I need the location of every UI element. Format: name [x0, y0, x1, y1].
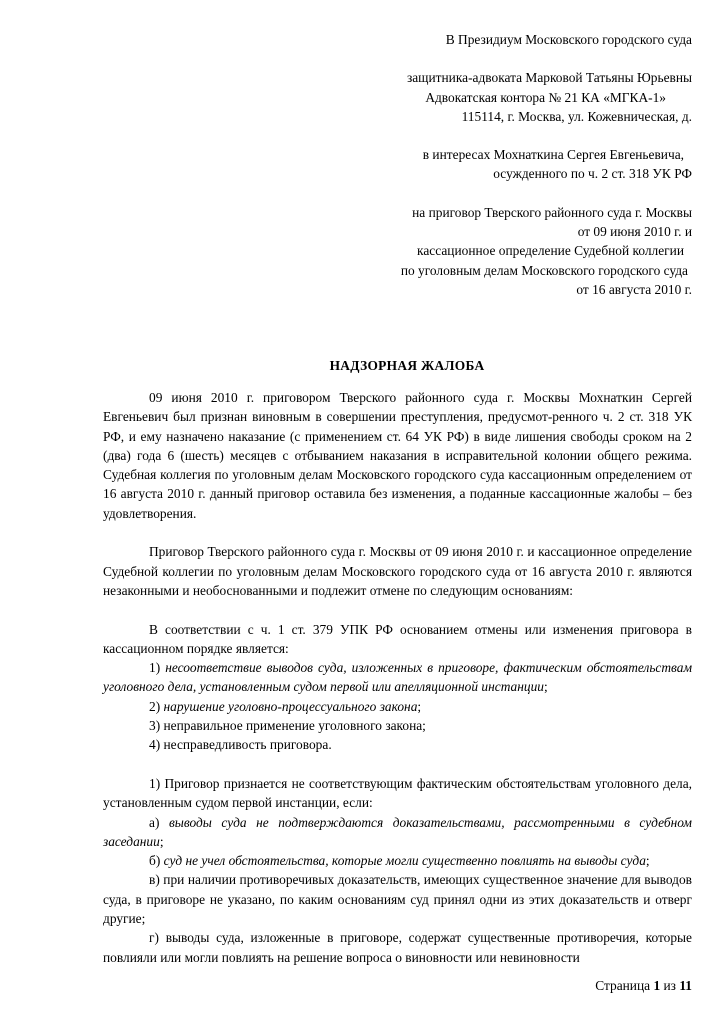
header-line: кассационное определение Судебной коллегии	[417, 243, 684, 259]
header-line: по уголовным делам Московского городского суда	[400, 262, 688, 278]
sub-item-end: ;	[159, 833, 164, 849]
sub-item-text: выводы суда не подтверждаются доказательствами, рассмотренными в судебном заседании	[103, 814, 692, 849]
page-total: 11	[679, 978, 692, 993]
sub-item: в) при наличии противоречивых доказательств, имеющих существенное значение для выводов суда, в приговоре не указано, по каким основаниям суд принял одни из этих доказательств и отверг другие;	[103, 872, 692, 927]
sub-item: г) выводы суда, изложенные в приговоре, содержат существенные противоречия, которые повлияли или могли повлиять на решение вопроса о виновности или невиновности	[103, 930, 692, 965]
paragraph: Приговор Тверского районного суда г. Москвы от 09 июня 2010 г. и кассационное определение Судебной коллегии по уголовным делам Московского городского суда от 16 августа 2010 г. являются незаконными и необоснованными и подлежит отмене по следующим основаниям:	[103, 544, 692, 598]
list-number: 2)	[149, 698, 164, 714]
list-text: нарушение уголовно-процессуального закона	[163, 698, 418, 714]
list-number: 1)	[149, 660, 166, 676]
header-line: от 16 августа 2010 г.	[576, 281, 692, 297]
list-item: 4) несправедливость приговора.	[149, 737, 332, 753]
header-line: В Президиум Московского городского суда	[445, 32, 692, 47]
page-label: Страница	[595, 978, 651, 993]
paragraph: 1) Приговор признается не соответствующим фактическим обстоятельствам уголовного дела, установленным судом первой инстанции, если:	[103, 775, 692, 811]
list-item: 3) неправильное применение уголовного закона;	[149, 718, 426, 734]
sub-item-end: ;	[645, 853, 650, 869]
sub-item-letter: а)	[149, 814, 169, 830]
header-line: 115114, г. Москва, ул. Кожевническая, д.	[461, 108, 692, 124]
header-line: осужденного по ч. 2 ст. 318 УК РФ	[493, 166, 692, 182]
sub-item-text: суд не учел обстоятельства, которые могли существенно повлиять на выводы суда	[163, 853, 646, 869]
page-footer	[595, 976, 692, 995]
header-line: на приговор Тверского районного суда г. Москвы	[412, 204, 692, 220]
header-line: защитника-адвоката Марковой Татьяны Юрьевны	[406, 70, 692, 86]
document-title: НАДЗОРНАЯ ЖАЛОБА	[329, 358, 485, 373]
list-end: ;	[417, 698, 422, 714]
header-line: в интересах Мохнаткина Сергея Евгеньевича,	[422, 147, 684, 163]
list-item	[103, 658, 692, 697]
sub-item-letter: б)	[149, 853, 164, 869]
header-line: Адвокатская контора № 21 КА «МГКА-1»	[425, 89, 666, 105]
page-of-label: из	[663, 978, 676, 993]
paragraph: В соответствии с ч. 1 ст. 379 УПК РФ основанием отмены или изменения приговора в кассационном порядке является:	[103, 621, 692, 656]
sub-item	[103, 813, 692, 852]
list-end: ;	[543, 679, 548, 695]
page-number: 1	[653, 978, 661, 993]
list-text: несоответствие выводов суда, изложенных в приговоре, фактическим обстоятельствам уголовного дела, установленным судом первой или апелляционной инстанции	[103, 660, 692, 695]
header-line: от 09 июня 2010 г. и	[577, 224, 692, 240]
addressee-block	[332, 30, 692, 299]
sub-item	[103, 851, 692, 870]
document-body	[103, 388, 692, 967]
list-item	[103, 697, 692, 716]
paragraph: 09 июня 2010 г. приговором Тверского районного суда г. Москвы Мохнаткин Сергей Евгеньевич был признан виновным в совершении преступления, предусмот-ренного ч. 2 ст. 318 УК РФ, и ему назначено наказание (с применением ст. 64 УК РФ) в виде лишения свободы сроком на 2 (два) года 6 (шесть) месяцев с отбыванием наказания в исправительной колонии общего режима. Судебная коллегия по уголовным делам Московского городского суда кассационным определением от 16 августа 2010 г. данный приговор оставила без изменения, а поданные кассационные жалобы – без удовлетворения.	[103, 390, 692, 521]
